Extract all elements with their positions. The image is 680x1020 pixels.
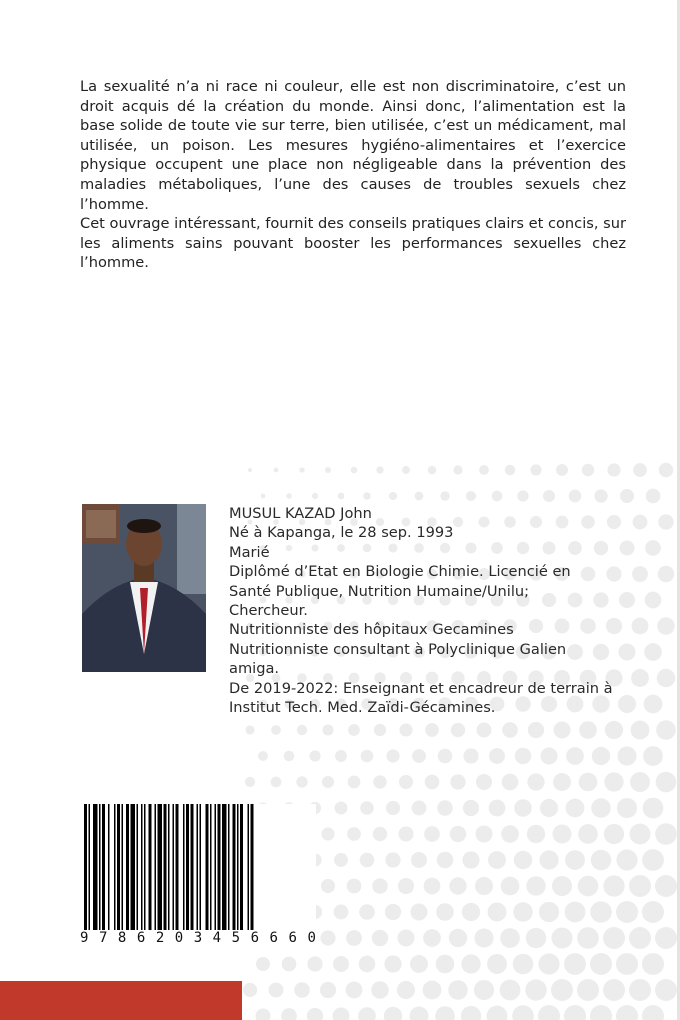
halftone-dot (351, 467, 358, 474)
author-birth: Né à Kapanga, le 28 sep. 1993 (229, 524, 454, 542)
barcode-bar (126, 804, 129, 932)
isbn-digit: 6 (269, 930, 278, 946)
halftone-dot (312, 493, 318, 499)
halftone-dot (450, 826, 466, 842)
halftone-dot (410, 1007, 429, 1020)
isbn-digit: 0 (174, 930, 184, 946)
barcode-bar (186, 804, 189, 932)
halftone-dot (500, 928, 520, 948)
halftone-dot (540, 747, 557, 764)
barcode-bar (248, 804, 250, 946)
halftone-dot (645, 540, 661, 556)
halftone-dot (617, 746, 636, 765)
halftone-dot (539, 850, 558, 869)
halftone-dot (515, 748, 531, 764)
halftone-dot (525, 979, 546, 1000)
halftone-dot (590, 1005, 612, 1020)
isbn-digit: 5 (231, 930, 241, 946)
isbn-barcode (84, 804, 316, 946)
barcode-bar (215, 804, 217, 932)
halftone-dot (528, 722, 544, 738)
barcode-bar (168, 804, 170, 946)
halftone-dot (475, 825, 492, 842)
halftone-dot (389, 492, 397, 500)
halftone-dot (603, 875, 624, 896)
halftone-dot (582, 464, 594, 476)
halftone-dot (415, 492, 424, 501)
halftone-dot (372, 930, 388, 946)
author-photo (82, 504, 206, 672)
barcode-bar (137, 804, 139, 932)
halftone-dot (474, 928, 493, 947)
halftone-dot (642, 849, 664, 871)
halftone-dot (412, 801, 427, 816)
halftone-dot (658, 566, 674, 582)
halftone-dot (376, 466, 383, 473)
halftone-dot (577, 927, 599, 949)
halftone-dot (451, 723, 465, 737)
halftone-dot (423, 981, 442, 1000)
halftone-dot (359, 956, 376, 973)
barcode-bar (251, 804, 254, 946)
barcode-bar (191, 804, 194, 932)
halftone-dot (321, 879, 335, 893)
halftone-dot (255, 1008, 270, 1020)
halftone-dot (629, 875, 651, 897)
barcode-bar (222, 804, 227, 932)
halftone-dot (642, 953, 664, 975)
halftone-dot (553, 773, 571, 791)
halftone-dot (347, 879, 362, 894)
halftone-dot (603, 927, 625, 949)
halftone-dot (489, 748, 505, 764)
halftone-dot (360, 853, 375, 868)
halftone-dot (384, 1007, 402, 1020)
halftone-dot (604, 824, 624, 844)
isbn-digit: 7 (98, 930, 108, 946)
halftone-dot (334, 905, 349, 920)
isbn-digit: 6 (136, 930, 146, 946)
halftone-dot (363, 492, 370, 499)
halftone-dot (488, 903, 507, 922)
halftone-dot (479, 465, 489, 475)
halftone-dot (616, 901, 638, 923)
halftone-dot (462, 851, 479, 868)
barcode-bar (149, 804, 152, 932)
halftone-dot (577, 979, 599, 1001)
halftone-dot (320, 982, 336, 998)
halftone-dot (630, 824, 651, 845)
halftone-dot (502, 774, 519, 791)
halftone-dot (659, 463, 673, 477)
isbn-digit: 8 (117, 930, 127, 946)
halftone-dot (307, 1008, 323, 1020)
halftone-dot (256, 957, 270, 971)
halftone-dot (543, 490, 555, 502)
halftone-dot (631, 721, 650, 740)
halftone-dot (527, 773, 544, 790)
halftone-dot (530, 464, 541, 475)
author-bio (229, 504, 629, 717)
halftone-dot (320, 930, 335, 945)
halftone-dot (554, 722, 571, 739)
halftone-dot (424, 878, 441, 895)
halftone-dot (655, 927, 677, 949)
halftone-dot (501, 825, 519, 843)
halftone-dot (297, 725, 307, 735)
halftone-dot (513, 902, 533, 922)
barcode-bar (141, 804, 143, 932)
blurb-paragraph-2: Cet ouvrage intéressant, fournit des conseils pratiques clairs et concis, sur les aliments sains pouvant booster les performances sexuelles chez l’homme. (80, 215, 626, 272)
halftone-dot (332, 1007, 349, 1020)
halftone-dot (334, 853, 348, 867)
barcode-bar (89, 804, 91, 946)
isbn-digit: 6 (288, 930, 297, 946)
isbn-digit: 3 (193, 930, 203, 946)
halftone-dot (466, 491, 476, 501)
barcode-bar (183, 804, 185, 932)
accent-red-bar (0, 981, 242, 1020)
halftone-dot (633, 515, 648, 530)
halftone-dot (335, 802, 348, 815)
barcode-bar (240, 804, 243, 932)
halftone-dot (631, 669, 649, 687)
halftone-dot (411, 852, 427, 868)
halftone-dot (261, 494, 266, 499)
halftone-dot (461, 1006, 481, 1020)
barcode-bar (218, 804, 221, 932)
halftone-dot (360, 801, 374, 815)
halftone-dot (281, 1008, 297, 1020)
halftone-dot (632, 618, 649, 635)
halftone-dot (526, 928, 546, 948)
halftone-dot (449, 929, 467, 947)
barcode-bar (210, 804, 212, 932)
halftone-dot (605, 721, 623, 739)
barcode-bar (233, 804, 236, 932)
halftone-dot (463, 748, 478, 763)
halftone-dot (284, 751, 295, 762)
halftone-dot (603, 979, 625, 1001)
halftone-dot (566, 747, 584, 765)
halftone-dot (502, 722, 518, 738)
halftone-dot (437, 800, 453, 816)
halftone-dot (632, 566, 648, 582)
halftone-dot (492, 491, 503, 502)
halftone-dot (258, 751, 268, 761)
halftone-dot (505, 465, 516, 476)
barcode-bar (93, 804, 98, 932)
halftone-dot (436, 903, 454, 921)
halftone-dot (282, 957, 297, 972)
halftone-dot (594, 489, 607, 502)
halftone-dot (578, 824, 598, 844)
halftone-dot (338, 493, 345, 500)
halftone-dot (474, 980, 494, 1000)
isbn-digit: 6 (250, 930, 260, 946)
halftone-dot (556, 464, 568, 476)
halftone-dot (538, 953, 559, 974)
halftone-dot (299, 467, 304, 472)
halftone-dot (616, 953, 638, 975)
barcode-bar (99, 804, 101, 932)
halftone-dot (437, 852, 454, 869)
isbn-digit: 0 (307, 930, 316, 946)
halftone-dot (657, 617, 675, 635)
halftone-dot (372, 878, 387, 893)
halftone-dot (551, 927, 572, 948)
halftone-dot (296, 776, 307, 787)
halftone-dot (425, 723, 439, 737)
halftone-dot (564, 1005, 586, 1020)
halftone-dot (424, 826, 440, 842)
halftone-dot (453, 465, 462, 474)
halftone-dot (384, 955, 401, 972)
halftone-dot (436, 955, 455, 974)
halftone-dot (630, 772, 650, 792)
halftone-dot (645, 592, 662, 609)
halftone-dot (269, 983, 284, 998)
halftone-dot (361, 750, 374, 763)
halftone-dot (616, 1005, 638, 1020)
barcode-bar (155, 804, 157, 932)
halftone-dot (607, 463, 620, 476)
halftone-dot (398, 878, 414, 894)
halftone-dot (398, 826, 413, 841)
halftone-dot (386, 801, 400, 815)
halftone-dot (643, 746, 663, 766)
halftone-dot (448, 980, 467, 999)
halftone-dot (488, 851, 506, 869)
halftone-dot (551, 979, 573, 1001)
halftone-dot (514, 799, 531, 816)
halftone-dot (579, 721, 597, 739)
halftone-dot (425, 775, 440, 790)
halftone-dot (500, 980, 521, 1001)
barcode-bar (131, 804, 136, 932)
isbn-digit: 2 (155, 930, 165, 946)
halftone-dot (564, 953, 586, 975)
author-name: MUSUL KAZAD John (229, 505, 372, 522)
barcode-bar (122, 804, 124, 932)
halftone-dot (512, 1005, 534, 1020)
halftone-dot (386, 749, 399, 762)
halftone-dot (553, 825, 572, 844)
halftone-dot (333, 956, 349, 972)
halftone-dot (438, 749, 453, 764)
halftone-dot (578, 876, 599, 897)
halftone-dot (274, 468, 279, 473)
halftone-dot (346, 930, 362, 946)
halftone-dot (590, 953, 612, 975)
barcode-bar (102, 804, 105, 932)
author-diploma: Diplômé d’Etat en Biologie Chimie. Licencié en Santé Publique, Nutrition Humaine/Unilu; Chercheur. (229, 563, 571, 620)
barcode-bar (237, 804, 239, 932)
author-role-3: De 2019-2022: Enseignant et encadreur de terrain à Institut Tech. Med. Zaïdi-Gécamines. (229, 679, 613, 717)
barcode-bar (200, 804, 202, 932)
halftone-dot (657, 669, 676, 688)
isbn-digit: 4 (212, 930, 222, 946)
halftone-dot (517, 490, 528, 501)
barcode-bar (117, 804, 120, 932)
halftone-dot (501, 877, 520, 896)
halftone-dot (604, 772, 623, 791)
halftone-dot (397, 981, 415, 999)
barcode-bar (144, 804, 146, 932)
halftone-dot (489, 800, 506, 817)
halftone-dot (399, 775, 413, 789)
halftone-dot (569, 490, 582, 503)
barcode-bar (108, 804, 110, 932)
halftone-dot (565, 850, 585, 870)
barcode-bar (164, 804, 167, 946)
halftone-dot (629, 979, 651, 1001)
halftone-dot (399, 723, 412, 736)
halftone-dot (658, 514, 673, 529)
halftone-dot (477, 723, 492, 738)
halftone-dot (643, 798, 664, 819)
halftone-dot (322, 776, 334, 788)
isbn-digits (80, 930, 316, 946)
halftone-dot (642, 901, 664, 923)
halftone-dot (435, 1006, 455, 1020)
halftone-dot (526, 876, 545, 895)
halftone-dot (642, 1005, 664, 1020)
halftone-dot (347, 827, 361, 841)
barcode-bar (114, 804, 116, 932)
halftone-dot (325, 467, 331, 473)
halftone-dot (617, 798, 637, 818)
isbn-digit: 9 (80, 930, 89, 946)
halftone-dot (620, 489, 634, 503)
halftone-dot (462, 903, 480, 921)
halftone-dot (410, 955, 428, 973)
halftone-dot (397, 929, 414, 946)
halftone-dot (644, 643, 662, 661)
halftone-dot (402, 466, 410, 474)
halftone-dot (656, 772, 677, 793)
halftone-dot (539, 902, 559, 922)
halftone-dot (644, 695, 663, 714)
author-role-1: Nutritionniste des hôpitaux Gecamines (229, 621, 514, 639)
halftone-dot (385, 852, 400, 867)
halftone-dot (271, 725, 281, 735)
halftone-dot (371, 981, 388, 998)
barcode-bar (176, 804, 179, 932)
halftone-dot (591, 798, 610, 817)
halftone-dot (321, 827, 334, 840)
halftone-dot (440, 491, 449, 500)
author-status: Marié (229, 543, 270, 561)
halftone-dot (566, 799, 585, 818)
halftone-dot (633, 463, 647, 477)
halftone-dot (461, 954, 480, 973)
halftone-dot (475, 877, 493, 895)
halftone-dot (294, 982, 310, 998)
halftone-dot (322, 724, 333, 735)
halftone-dot (579, 773, 598, 792)
halftone-dot (248, 468, 252, 472)
halftone-dot (527, 825, 545, 843)
back-cover-blurb (80, 77, 626, 273)
halftone-dot (513, 954, 534, 975)
halftone-dot (307, 956, 322, 971)
halftone-dot (245, 725, 254, 734)
barcode-bar (228, 804, 230, 932)
halftone-dot (565, 902, 586, 923)
barcode-bar (84, 804, 87, 946)
halftone-dot (646, 489, 661, 504)
halftone-dot (590, 901, 611, 922)
halftone-dot (428, 466, 437, 475)
halftone-dot (629, 927, 651, 949)
halftone-dot (449, 877, 466, 894)
blurb-paragraph-1: La sexualité n’a ni race ni couleur, elle est non discriminatoire, c’est un droit acquis dé la création du monde. Ainsi donc, l’alimentation est la base solide de toute vie sur terre, bien utilisée, c’est un médicament, mal utilisée, un poison. Les mesures hygiéno-alimentaires et l’exercice physique occupent une place non négligeable dans la prévention des maladies métaboliques, l’une des causes de troubles sexuels chez l’homme. (80, 78, 626, 213)
halftone-dot (487, 1006, 508, 1020)
halftone-dot (616, 849, 637, 870)
halftone-dot (591, 850, 611, 870)
halftone-dot (540, 799, 558, 817)
halftone-dot (411, 904, 428, 921)
halftone-dot (552, 876, 572, 896)
halftone-dot (656, 720, 676, 740)
barcode-bar (197, 804, 199, 932)
halftone-dot (348, 776, 361, 789)
halftone-dot (243, 983, 257, 997)
halftone-dot (245, 777, 255, 787)
halftone-dot (538, 1005, 560, 1020)
halftone-dot (271, 777, 282, 788)
halftone-dot (514, 851, 533, 870)
halftone-dot (346, 982, 363, 999)
halftone-dot (476, 774, 492, 790)
halftone-dot (450, 774, 465, 789)
halftone-dot (655, 979, 677, 1001)
halftone-dot (373, 775, 386, 788)
halftone-dot (463, 800, 479, 816)
halftone-dot (309, 750, 320, 761)
halftone-dot (359, 904, 375, 920)
barcode-bar (158, 804, 163, 932)
halftone-dot (385, 904, 401, 920)
halftone-dot (358, 1007, 376, 1020)
halftone-dot (412, 749, 426, 763)
halftone-dot (373, 827, 387, 841)
halftone-dot (423, 929, 441, 947)
halftone-dot (374, 724, 386, 736)
barcode-bar (173, 804, 175, 932)
halftone-dot (487, 954, 507, 974)
halftone-dot (655, 823, 677, 845)
barcode-bar (206, 804, 209, 932)
halftone-dot (286, 493, 291, 498)
halftone-dot (655, 875, 677, 897)
halftone-dot (592, 747, 610, 765)
author-role-2: Nutritionniste consultant à Polyclinique Galien amiga. (229, 640, 567, 678)
halftone-dot (348, 724, 360, 736)
halftone-dot (335, 750, 347, 762)
